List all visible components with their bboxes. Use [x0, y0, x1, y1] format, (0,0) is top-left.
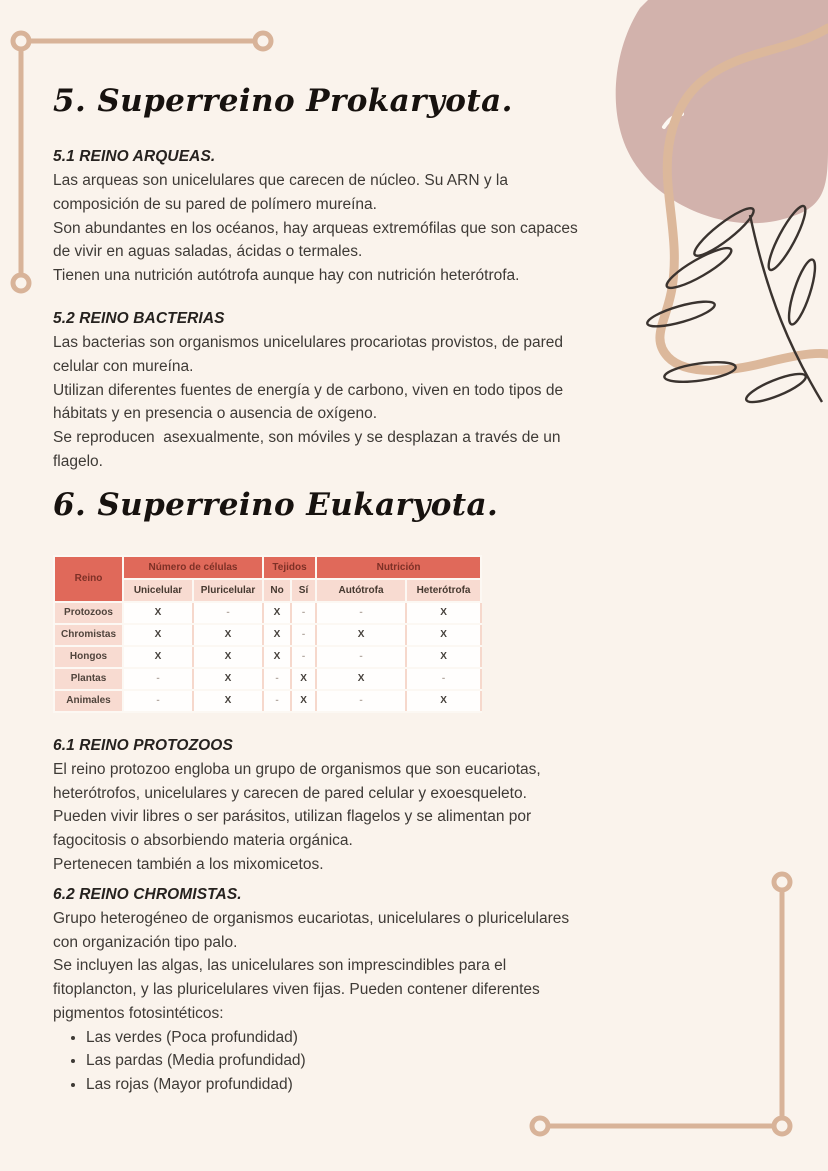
- table-cell: X: [193, 690, 263, 712]
- heading-6-1-reino-protozoos: 6.1 REINO PROTOZOOS: [53, 736, 233, 754]
- table-row: [54, 602, 481, 624]
- tan-squiggle-icon: [660, 28, 828, 370]
- table-cell: X: [263, 646, 291, 668]
- section-5-title: 5. Superreino Prokaryota.: [53, 83, 513, 119]
- table-cell: X: [316, 668, 406, 690]
- table-cell: X: [263, 602, 291, 624]
- leaf-branch-icon: [645, 202, 822, 407]
- table-row: [54, 668, 481, 690]
- blob-glint-icon: [664, 114, 682, 127]
- table-cell: -: [316, 646, 406, 668]
- table-cell: -: [263, 690, 291, 712]
- table-row: [54, 690, 481, 712]
- table-cell: -: [316, 602, 406, 624]
- row-label: Animales: [54, 690, 123, 712]
- table-cell: -: [263, 668, 291, 690]
- table-cell: -: [291, 602, 316, 624]
- paragraph-chromistas: Grupo heterogéneo de organismos eucariotas, unicelulares o pluricelulares con organización tipo palo. Se incluyen las algas, las unicelulares son imprescindibles para el fitoplancton, y las pluricelulares viven fijas. Pueden contener diferentes pigmentos fotosintéticos:: [53, 909, 570, 1022]
- list-item: • Las rojas (Mayor profundidad): [86, 1073, 653, 1097]
- table-cell: X: [193, 668, 263, 690]
- list-item: • Las pardas (Media profundidad): [86, 1049, 653, 1073]
- table-cell: -: [291, 624, 316, 646]
- table-cell: X: [123, 602, 193, 624]
- table-cell: -: [406, 668, 481, 690]
- heading-6-2-reino-chromistas: 6.2 REINO CHROMISTAS.: [53, 885, 242, 903]
- table-cell: X: [406, 602, 481, 624]
- heading-5-2-reino-bacterias: 5.2 REINO BACTERIAS: [53, 309, 225, 327]
- table-cell: X: [291, 668, 316, 690]
- table-row: [54, 646, 481, 668]
- row-label: Hongos: [54, 646, 123, 668]
- table-row: [54, 624, 481, 646]
- table-group-nutricion: Nutrición: [316, 556, 481, 579]
- table-subheader: Sí: [291, 579, 316, 602]
- row-label: Plantas: [54, 668, 123, 690]
- table-cell: X: [406, 646, 481, 668]
- section-6-title: 6. Superreino Eukaryota.: [53, 486, 499, 523]
- kingdoms-comparison-table: [53, 555, 482, 713]
- document-content: [53, 0, 653, 1097]
- table-subheader: Autótrofa: [316, 579, 406, 602]
- table-subheader: Heterótrofa: [406, 579, 481, 602]
- table-cell: X: [193, 624, 263, 646]
- table-cell: X: [406, 690, 481, 712]
- table-cell: X: [193, 646, 263, 668]
- table-cell: -: [123, 690, 193, 712]
- table-cell: -: [123, 668, 193, 690]
- table-subheader: Pluricelular: [193, 579, 263, 602]
- paragraph-protozoos: El reino protozoo engloba un grupo de organismos que son eucariotas, heterótrofos, unicelulares y carecen de pared celular y exoesqueleto. Pueden vivir libres o ser parásitos, utilizan flagelos y se alimentan por fagocitosis o absorbiendo materia orgánica. Pertenecen también a los mixomicetos.: [53, 760, 541, 873]
- row-label: Protozoos: [54, 602, 123, 624]
- heading-5-1-reino-arqueas: 5.1 REINO ARQUEAS.: [53, 148, 216, 165]
- table-group-tejidos: Tejidos: [263, 556, 316, 579]
- table-group-cells: Número de células: [123, 556, 263, 579]
- table-cell: X: [406, 624, 481, 646]
- pigments-bullet-list: [53, 1026, 653, 1097]
- paragraph-arqueas: Las arqueas son unicelulares que carecen de núcleo. Su ARN y la composición de su pared de polímero mureína. Son abundantes en los océanos, hay arqueas extremófilas que son capaces de vivir en aguas saladas, ácidas o termales. Tienen una nutrición autótrofa aunque hay con nutrición heterótrofa.: [53, 172, 578, 285]
- table-cell: X: [291, 690, 316, 712]
- table-cell: -: [291, 646, 316, 668]
- row-label: Chromistas: [54, 624, 123, 646]
- table-cell: -: [316, 690, 406, 712]
- table-cell: X: [123, 624, 193, 646]
- table-group-header-row: [54, 556, 481, 579]
- paragraph-bacterias: Las bacterias son organismos unicelulares procariotas provistos, de pared celular con mureína. Utilizan diferentes fuentes de energía y de carbono, viven en todo tipos de hábitats y en presencia o ausencia de oxígeno. Se reproducen asexualmente, son móviles y se desplazan a través de un flagelo.: [53, 333, 564, 470]
- table-cell: X: [263, 624, 291, 646]
- table-cell: X: [123, 646, 193, 668]
- table-cell: -: [193, 602, 263, 624]
- table-cell: X: [316, 624, 406, 646]
- table-subheader: No: [263, 579, 291, 602]
- table-corner-header: Reino: [54, 556, 123, 602]
- table-subheader: Unicelular: [123, 579, 193, 602]
- list-item: • Las verdes (Poca profundidad): [86, 1026, 653, 1050]
